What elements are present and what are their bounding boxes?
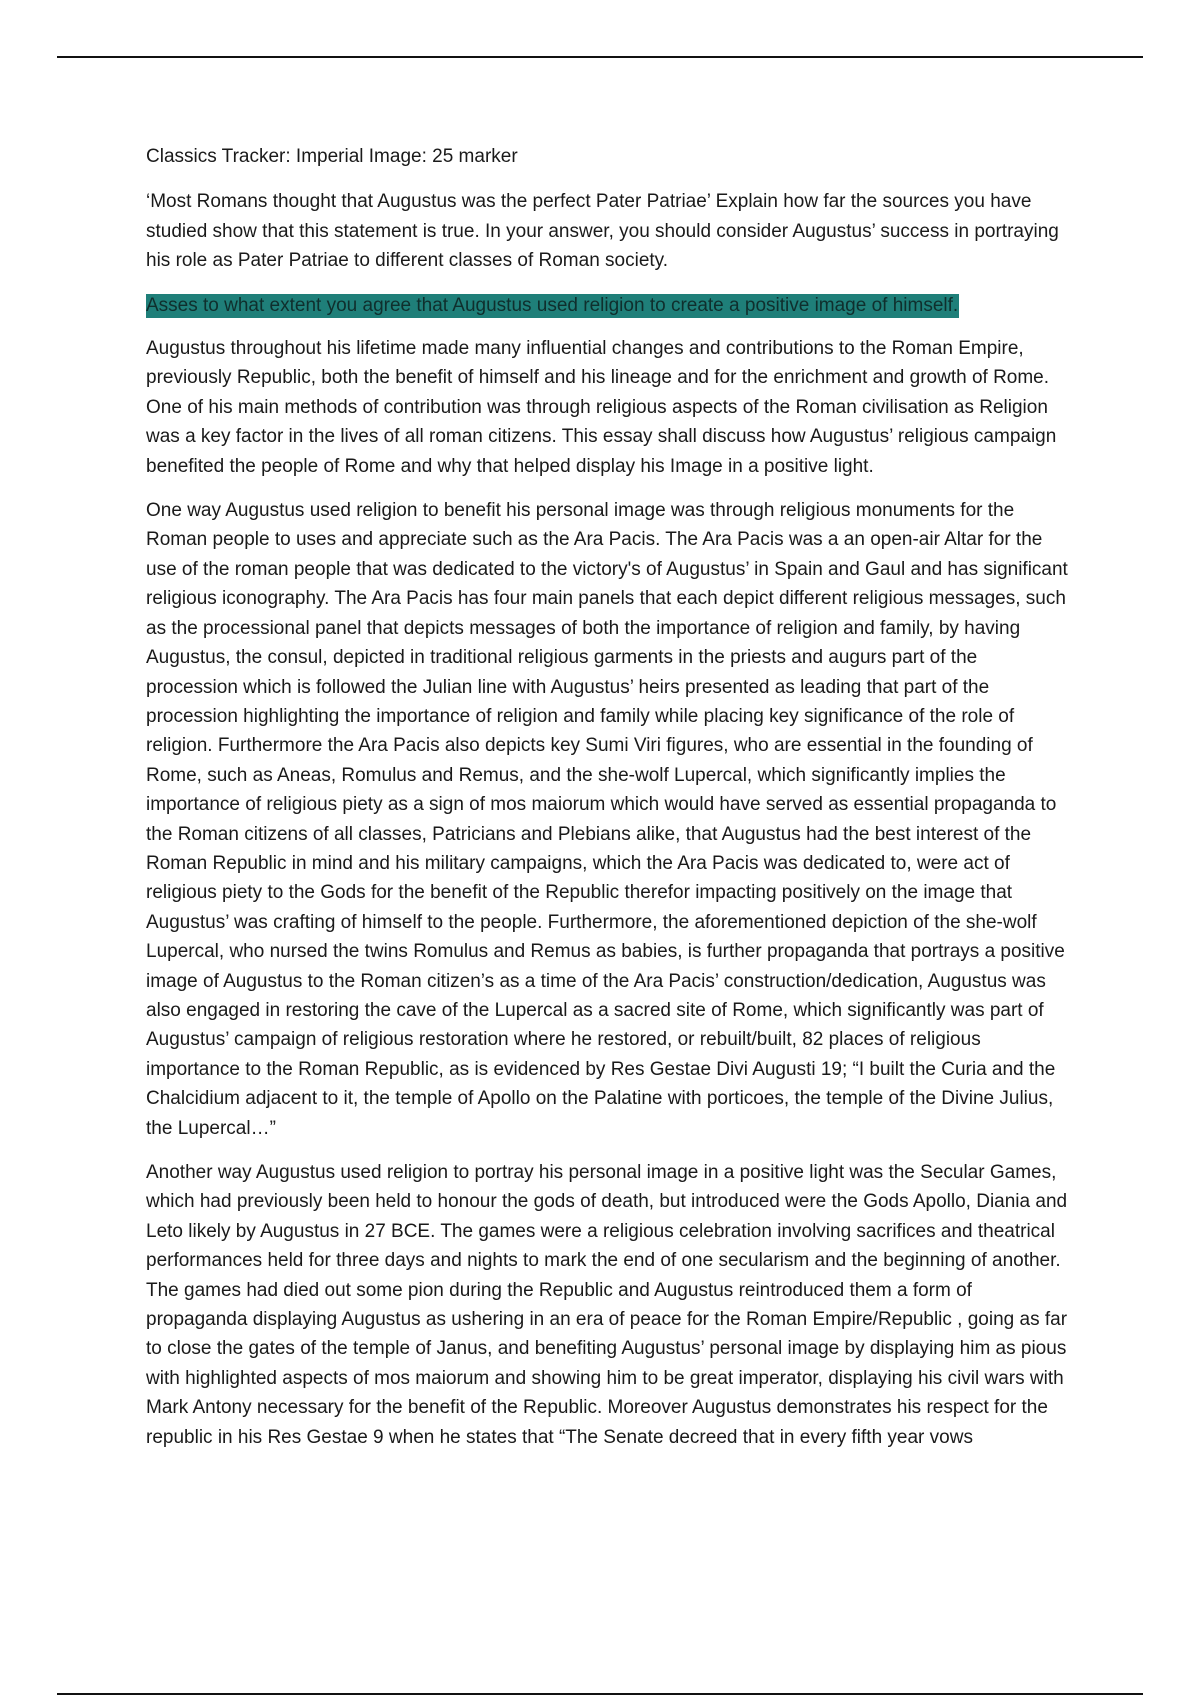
document-body [146,142,1070,1467]
bottom-rule [57,1693,1143,1695]
paragraph-ara-pacis: One way Augustus used religion to benefit his personal image was through religious monuments for the Roman people to uses and appreciate such as the Ara Pacis. The Ara Pacis was a an open-air Altar for the use of the roman people that was dedicated to the victory's of Augustus’ in Spain and Gaul and has significant religious iconography. The Ara Pacis has four main panels that each depict different religious messages, such as the processional panel that depicts messages of both the importance of religion and family, by having Augustus, the consul, depicted in traditional religious garments in the priests and augurs part of the procession which is followed the Julian line with Augustus’ heirs presented as leading that part of the procession highlighting the importance of religion and family while placing key significance of the role of religion. Furthermore the Ara Pacis also depicts key Sumi Viri figures, who are essential in the founding of Rome, such as Aneas, Romulus and Remus, and the she-wolf Lupercal, which significantly implies the importance of religious piety as a sign of mos maiorum which would have served as essential propaganda to the Roman citizens of all classes, Patricians and Plebians alike, that Augustus had the best interest of the Roman Republic in mind and his military campaigns, which the Ara Pacis was dedicated to, were act of religious piety to the Gods for the benefit of the Republic therefor impacting positively on the image that Augustus’ was crafting of himself to the people. Furthermore, the aforementioned depiction of the she-wolf Lupercal, who nursed the twins Romulus and Remus as babies, is further propaganda that portrays a positive image of Augustus to the Roman citizen’s as a time of the Ara Pacis’ construction/dedication, Augustus was also engaged in restoring the cave of the Lupercal as a sacred site of Rome, which significantly was part of Augustus’ campaign of religious restoration where he restored, or rebuilt/built, 82 places of religious importance to the Roman Republic, as is evidenced by Res Gestae Divi Augusti 19; “I built the Curia and the Chalcidium adjacent to it, the temple of Apollo on the Palatine with porticoes, the temple of the Divine Julius, the Lupercal…” [146,500,1068,1139]
paragraph-introduction: Augustus throughout his lifetime made many influential changes and contributions to the Roman Empire, previously Republic, both the benefit of himself and his lineage and for the enrichment and growth of Rome. One of his main methods of contribution was through religious aspects of the Roman civilisation as Religion was a key factor in the lives of all roman citizens. This essay shall discuss how Augustus’ religious campaign benefited the people of Rome and why that helped display his Image in a positive light. [146,338,1057,477]
document-title: Classics Tracker: Imperial Image: 25 marker [146,146,518,167]
highlighted-prompt: Asses to what extent you agree that Augustus used religion to create a positive image of himself. [146,294,959,316]
paragraph-secular-games: Another way Augustus used religion to portray his personal image in a positive light was the Secular Games, which had previously been held to honour the gods of death, but introduced were the Gods Apollo, Diania and Leto likely by Augustus in 27 BCE. The games were a religious celebration involving sacrifices and theatrical performances held for three days and nights to mark the end of one secularism and the beginning of another. The games had died out some pion during the Republic and Augustus reintroduced them a form of propaganda displaying Augustus as ushering in an era of peace for the Roman Empire/Republic , going as far to close the gates of the temple of Janus, and benefiting Augustus’ personal image by displaying him as pious with highlighted aspects of mos maiorum and showing him to be great imperator, displaying his civil wars with Mark Antony necessary for the benefit of the Republic. Moreover Augustus demonstrates his respect for the republic in his Res Gestae 9 when he states that “The Senate decreed that in every fifth year vows [146,1162,1068,1448]
highlighted-prompt-line [146,291,1070,320]
top-rule [57,56,1143,58]
essay-question: ‘Most Romans thought that Augustus was the perfect Pater Patriae’ Explain how far the sources you have studied show that this statement is true. In your answer, you should consider Augustus’ success in portraying his role as Pater Patriae to different classes of Roman society. [146,191,1059,272]
